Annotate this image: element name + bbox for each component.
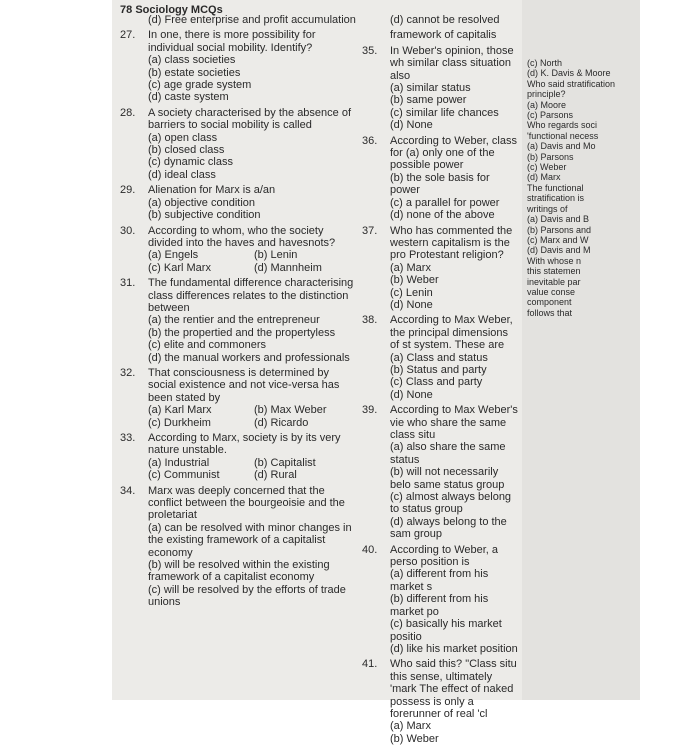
answer-option: (a) class societies [148,54,236,67]
question-text: The fundamental difference characterising class differences relates to the distinction between [148,277,354,314]
answer-option: (d) Rural [254,469,297,482]
options-list [390,352,520,402]
question-28 [120,107,360,181]
answer-option: (d) none of the above [390,209,495,222]
options-list [148,54,360,104]
right-page-line: inevitable par [527,276,581,287]
answer-option: (b) closed class [148,144,225,157]
answer-option: (b) Weber [390,732,439,745]
right-page-line: (a) Davis and Mo [527,141,596,152]
options-list [148,457,360,482]
right-page-line: this statemen [527,266,581,277]
options-list [390,262,520,312]
right-page-line: (c) Marx and W [527,234,589,245]
answer-option: (d) None [390,119,433,132]
options-list [148,314,360,364]
question-number: 28. [120,106,136,119]
options-list [390,441,520,540]
question-number: 30. [120,224,136,237]
right-page-line: (b) Parsons [527,151,574,162]
question-number: 39. [362,404,378,417]
answer-option: (d) None [390,388,433,401]
question-number: 32. [120,366,136,379]
right-page-line: follows that [527,307,573,318]
answer-option: (a) Marx [390,720,431,733]
options-list [148,197,360,222]
answer-option: (a) the rentier and the entrepreneur [148,314,320,327]
question-text: According to Weber, class for (a) only one of the possible power [390,134,517,172]
options-list [390,172,520,222]
options-list [148,132,360,182]
answer-option: (a) Class and status [390,351,488,364]
question-text: According to whom, who the society divided into the haves and havesnots? [148,224,336,249]
right-page-line: value conse [527,286,576,297]
answer-option: (c) dynamic class [148,156,233,169]
answer-option: (c) Lenin [390,286,433,299]
answer-option: (d) Mannheim [254,261,322,274]
answer-option: (d) ideal class [148,168,216,181]
answer-option: (c) a parallel for power [390,196,500,209]
right-page-line: component [527,297,572,308]
answer-option: (d) always belong to the sam group [390,515,507,541]
continued-option: (d) Free enterprise and profit accumulation [148,14,356,26]
question-number: 41. [362,658,378,671]
right-column [527,58,639,318]
answer-option: (c) Class and party [390,376,483,389]
answer-option: (d) Ricardo [254,416,309,429]
answer-option: (b) different from his market po [390,593,489,618]
answer-option: (c) Communist [148,469,220,482]
question-40 [362,544,520,656]
right-page-line: (a) Davis and B [527,214,590,225]
question-text: According to Max Weber's vie who share the same class situ [390,404,518,441]
answer-option: (a) Marx [390,261,431,274]
answer-option: (b) the propertied and the propertyless [148,326,336,339]
question-number: 31. [120,277,136,290]
question-number: 27. [120,29,136,42]
right-page-line: (a) Moore [527,99,567,110]
question-36 [362,135,520,222]
answer-option: (b) Weber [390,274,439,287]
answer-option: (a) different from his market s [390,568,489,593]
answer-option: (a) can be resolved with minor changes in the existing framework of a capitalist economy [148,521,352,559]
answer-option: (b) Capitalist [254,456,316,469]
question-number: 29. [120,184,136,197]
answer-option: (b) will not necessarily belo same status group [390,466,505,491]
right-page-line: (b) Parsons and [527,224,592,235]
question-text: In one, there is more possibility for individual social mobility. Identify? [148,29,316,54]
question-35 [362,45,520,132]
question-text: Who has commented the western capitalism is the pro Protestant religion? [390,224,513,262]
question-number: 34. [120,484,136,497]
answer-option: (b) Status and party [390,363,487,376]
question-text: According to Marx, society is by its very nature unstable. [148,432,341,457]
answer-option: (b) the sole basis for power [390,171,490,197]
right-page-line: 'functional necess [527,130,599,141]
question-29 [120,184,360,221]
question-number: 37. [362,224,378,237]
question-31 [120,277,360,364]
answer-option: (b) Lenin [254,249,298,262]
question-38 [362,314,520,401]
answer-option: (c) Karl Marx [148,261,211,274]
question-41 [362,658,520,745]
right-page-line: (c) Weber [527,162,567,173]
question-text: Marx was deeply concerned that the conflict between the bourgeoisie and the proletariat [148,484,345,522]
question-37 [362,225,520,312]
options-list [390,82,520,132]
page-number: 78 [120,4,133,16]
question-number: 33. [120,432,136,444]
question-39 [362,404,520,540]
answer-option: (a) Engels [148,249,199,262]
question-text: Who said this? "Class situ this sense, ultimately 'mark The effect of naked possess is only a forerunner of real 'cl [390,658,517,720]
question-number: 38. [362,314,378,327]
answer-option: (c) elite and commoners [148,339,266,352]
answer-option: (d) None [390,298,433,311]
right-page-line: With whose n [527,255,582,266]
right-page-line: (d) Davis and M [527,245,591,256]
question-34 [120,485,360,609]
question-32 [120,367,360,429]
answer-option: (c) similar life chances [390,106,499,119]
answer-option: (a) also share the same status [390,441,506,466]
answer-option: (b) will be resolved within the existing framework of a capitalist economy [148,559,330,584]
page-running-title: Sociology MCQs [135,4,223,16]
right-page-line: (c) Parsons [527,110,574,121]
question-text: A society characterised by the absence of barriers to social mobility is called [148,106,352,132]
options-list [390,720,520,745]
right-page-line: (c) North [527,58,563,68]
question-27 [120,29,360,103]
right-page-line: Who regards soci [527,120,598,131]
right-page-line: The functional [527,182,584,193]
middle-column [362,14,520,748]
answer-option: (c) basically his market positio [390,618,502,643]
answer-option: (c) age grade system [148,79,252,92]
answer-option: (d) caste system [148,91,229,104]
question-30 [120,225,360,275]
question-text: In Weber's opinion, those wh similar class situation also [390,44,514,82]
answer-option: (b) subjective condition [148,209,261,222]
answer-option: (b) estate societies [148,66,241,79]
answer-option: (c) Durkheim [148,416,211,429]
answer-option: (a) Industrial [148,456,210,469]
left-column [120,14,360,612]
question-text: According to Max Weber, the principal dimensions of st system. These are [390,314,513,352]
options-list [148,522,360,609]
answer-option: (a) similar status [390,82,471,95]
right-page-line: (d) K. Davis & Moore [527,68,611,79]
question-text: Alienation for Marx is a/an [148,184,276,197]
question-text: According to Weber, a perso position is [390,543,499,569]
right-page-line: principle? [527,89,566,100]
options-list [148,404,360,429]
answer-option: (a) Karl Marx [148,404,212,417]
answer-option: (c) will be resolved by the efforts of trade unions [148,583,346,609]
question-number: 36. [362,134,378,147]
right-page-line: (d) Marx [527,172,561,183]
continued-option: (d) cannot be resolved [390,14,500,26]
continued-option: framework of capitalis [390,29,497,42]
answer-option: (a) open class [148,131,218,144]
options-list [148,249,360,274]
right-page-line: stratification is [527,193,585,204]
answer-option: (b) same power [390,94,467,107]
question-number: 35. [362,44,378,57]
answer-option: (d) the manual workers and professionals [148,351,350,364]
right-page-line: writings of [527,203,568,214]
question-text: That consciousness is determined by social existence and not vice-versa has been stated by [148,366,340,404]
answer-option: (a) objective condition [148,196,256,209]
answer-option: (d) like his market position [390,642,518,655]
question-33 [120,432,360,482]
question-number: 40. [362,543,378,556]
options-list [390,568,520,655]
answer-option: (b) Max Weber [254,404,327,417]
answer-option: (c) almost always belong to status group [390,491,512,516]
right-page-line: Who said stratification [527,78,616,89]
